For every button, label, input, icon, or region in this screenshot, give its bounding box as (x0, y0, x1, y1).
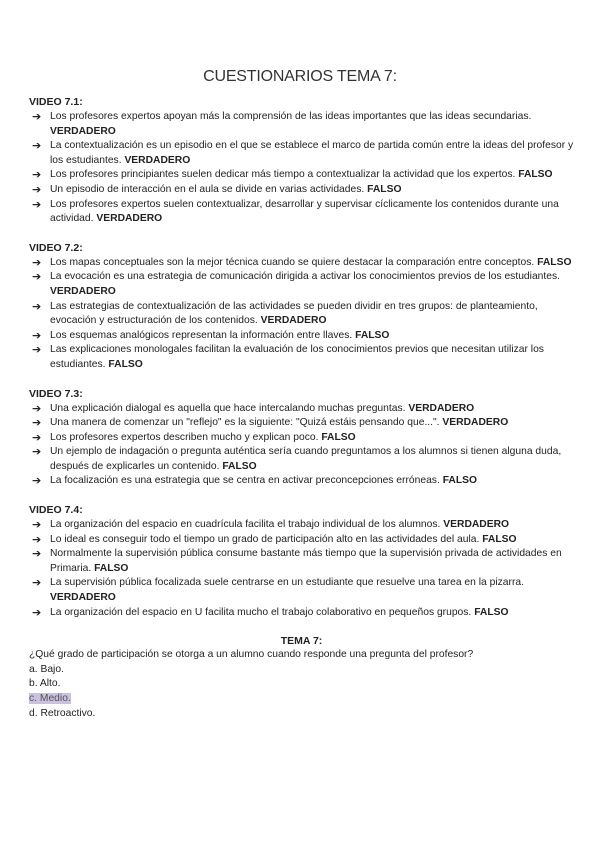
statement-answer: VERDADERO (260, 315, 327, 327)
arrow-right-icon: ➔ (32, 547, 42, 561)
statement-text: Los esquemas analógicos representan la información entre llaves. (50, 329, 353, 341)
statement-answer: FALSO (108, 358, 143, 370)
statement-text: Los mapas conceptuales son la mejor técnica cuando se quiere destacar la comparación entre conceptos. (50, 256, 535, 268)
arrow-right-icon: ➔ (32, 182, 42, 196)
statement-item (29, 606, 574, 621)
statement-answer: FALSO (321, 431, 356, 443)
arrow-right-icon: ➔ (32, 139, 42, 153)
statement-answer: VERDADERO (50, 592, 116, 604)
statement-answer: FALSO (442, 475, 478, 487)
statement-item (29, 110, 574, 139)
statement-item (29, 329, 574, 344)
statement-answer: VERDADERO (124, 154, 191, 166)
statement-item (29, 198, 574, 227)
statement-list (29, 518, 574, 620)
statement-answer: FALSO (518, 169, 553, 181)
statement-answer: VERDADERO (50, 125, 116, 137)
arrow-right-icon: ➔ (32, 197, 42, 211)
arrow-right-icon: ➔ (32, 270, 42, 284)
statement-text: Las explicaciones monologales facilitan la evaluación de los conocimientos previos que necesitan utilizar los estudiantes. (50, 344, 544, 370)
statement-text: Los profesores expertos suelen contextualizar, desarrollar y supervisar cíclicamente los contenidos durante una actividad. (50, 198, 559, 225)
statement-item (29, 445, 574, 474)
statement-answer: FALSO (482, 533, 517, 545)
quiz-option-label: a. Bajo. (29, 663, 64, 675)
arrow-right-icon: ➔ (32, 343, 42, 357)
arrow-right-icon: ➔ (32, 401, 42, 415)
quiz-option (29, 692, 574, 707)
statement-item (29, 168, 574, 183)
statement-item (29, 576, 574, 605)
quiz-options (29, 663, 574, 721)
statement-answer: FALSO (355, 329, 390, 341)
quiz-option-label: d. Retroactivo. (29, 707, 96, 719)
statement-answer: FALSO (537, 256, 572, 268)
statement-text: Una manera de comenzar un "reflejo" es la siguiente: "Quizá estáis pensando que...". (50, 417, 440, 429)
arrow-right-icon: ➔ (32, 328, 42, 342)
section-heading: VIDEO 7.3: (29, 387, 83, 400)
statement-list (29, 110, 574, 227)
statement-text: Una explicación dialogal es aquella que hace intercalando muchas preguntas. (50, 402, 406, 414)
arrow-right-icon: ➔ (32, 518, 42, 532)
arrow-right-icon: ➔ (32, 168, 42, 182)
statement-list (29, 402, 574, 490)
quiz-option (29, 663, 574, 678)
arrow-right-icon: ➔ (32, 430, 42, 444)
statement-text: Los profesores expertos apoyan más la comprensión de las ideas importantes que las ideas secundarias. (50, 111, 532, 122)
statement-answer: VERDADERO (96, 213, 163, 225)
statement-item (29, 300, 574, 329)
statement-answer: FALSO (367, 183, 402, 195)
statement-text: Las estrategias de contextualización de las actividades se pueden dividir en tres grupos: de planteamiento, evocación y estructuración de los contenidos. (50, 300, 538, 327)
arrow-right-icon: ➔ (32, 416, 42, 430)
document-title: CUESTIONARIOS TEMA 7: (203, 68, 397, 85)
statement-answer: VERDADERO (50, 285, 116, 297)
statement-item (29, 183, 574, 198)
statement-answer: FALSO (94, 562, 129, 574)
statement-answer: VERDADERO (408, 402, 475, 414)
statement-answer: FALSO (474, 606, 509, 618)
statement-text: La focalización es una estrategia que se centra en activar preconcepciones erróneas. (50, 475, 440, 487)
statement-text: La contextualización es un episodio en el que se establece el marco de partida común entre la ideas del profesor y los estudiantes. (50, 140, 574, 166)
section-heading: VIDEO 7.4: (29, 504, 83, 517)
video-section (29, 387, 574, 490)
quiz-option (29, 707, 574, 722)
statement-item (29, 256, 574, 271)
statement-answer: FALSO (222, 460, 257, 472)
video-section (29, 241, 574, 373)
quiz-option-label: b. Alto. (29, 678, 61, 690)
quiz-question: ¿Qué grado de participación se otorga a un alumno cuando responde una pregunta del profesor? (29, 649, 474, 661)
statement-item (29, 533, 574, 548)
statement-text: Un episodio de interacción en el aula se divide en varias actividades. (50, 183, 365, 195)
arrow-right-icon: ➔ (32, 445, 42, 459)
arrow-right-icon: ➔ (32, 576, 42, 590)
arrow-right-icon: ➔ (32, 110, 42, 123)
video-section (29, 503, 574, 620)
statement-text: La supervisión pública focalizada suele centrarse en un estudiante que resuelve una tarea en la pizarra. (50, 577, 524, 589)
statement-item (29, 270, 574, 299)
statement-answer: VERDADERO (442, 417, 509, 429)
section-heading: VIDEO 7.2: (29, 241, 83, 254)
statement-text: La organización del espacio en U facilita mucho el trabajo colaborativo en pequeños grupos. (50, 606, 472, 618)
arrow-right-icon: ➔ (32, 255, 42, 269)
quiz-option-highlighted: c. Medio. (29, 693, 71, 704)
quiz-heading: TEMA 7: (280, 635, 323, 648)
document-content (29, 95, 574, 721)
statement-text: La organización del espacio en cuadrícula facilita el trabajo individual de los alumnos. (50, 519, 441, 531)
statement-text: La evocación es una estrategia de comunicación dirigida a activar los conocimientos previos de los estudiantes. (50, 271, 560, 283)
sections-container (29, 95, 574, 620)
video-section (29, 95, 574, 227)
statement-item (29, 547, 574, 576)
statement-item (29, 402, 574, 417)
statement-answer: VERDADERO (443, 519, 510, 531)
quiz-option (29, 677, 574, 692)
statement-text: Los profesores expertos describen mucho y explican poco. (50, 431, 319, 443)
statement-item (29, 343, 574, 372)
statement-text: Normalmente la supervisión pública consume bastante más tiempo que la supervisión privada de actividades en Primaria. (50, 548, 562, 574)
arrow-right-icon: ➔ (32, 474, 42, 488)
statement-list (29, 256, 574, 373)
statement-text: Un ejemplo de indagación o pregunta auténtica sería cuando preguntamos a los alumnos si tienen alguna duda, después de explicarles un contenido. (50, 446, 562, 472)
arrow-right-icon: ➔ (32, 532, 42, 546)
statement-text: Los profesores principiantes suelen dedicar más tiempo a contextualizar la actividad que los expertos. (50, 169, 516, 181)
statement-text: Lo ideal es conseguir todo el tiempo un grado de participación alto en las actividades del aula. (50, 533, 480, 545)
statement-item (29, 431, 574, 446)
statement-item (29, 139, 574, 168)
statement-item (29, 474, 574, 489)
statement-item (29, 518, 574, 533)
arrow-right-icon: ➔ (32, 299, 42, 313)
section-heading: VIDEO 7.1: (29, 96, 83, 108)
statement-item (29, 416, 574, 431)
arrow-right-icon: ➔ (32, 605, 42, 619)
